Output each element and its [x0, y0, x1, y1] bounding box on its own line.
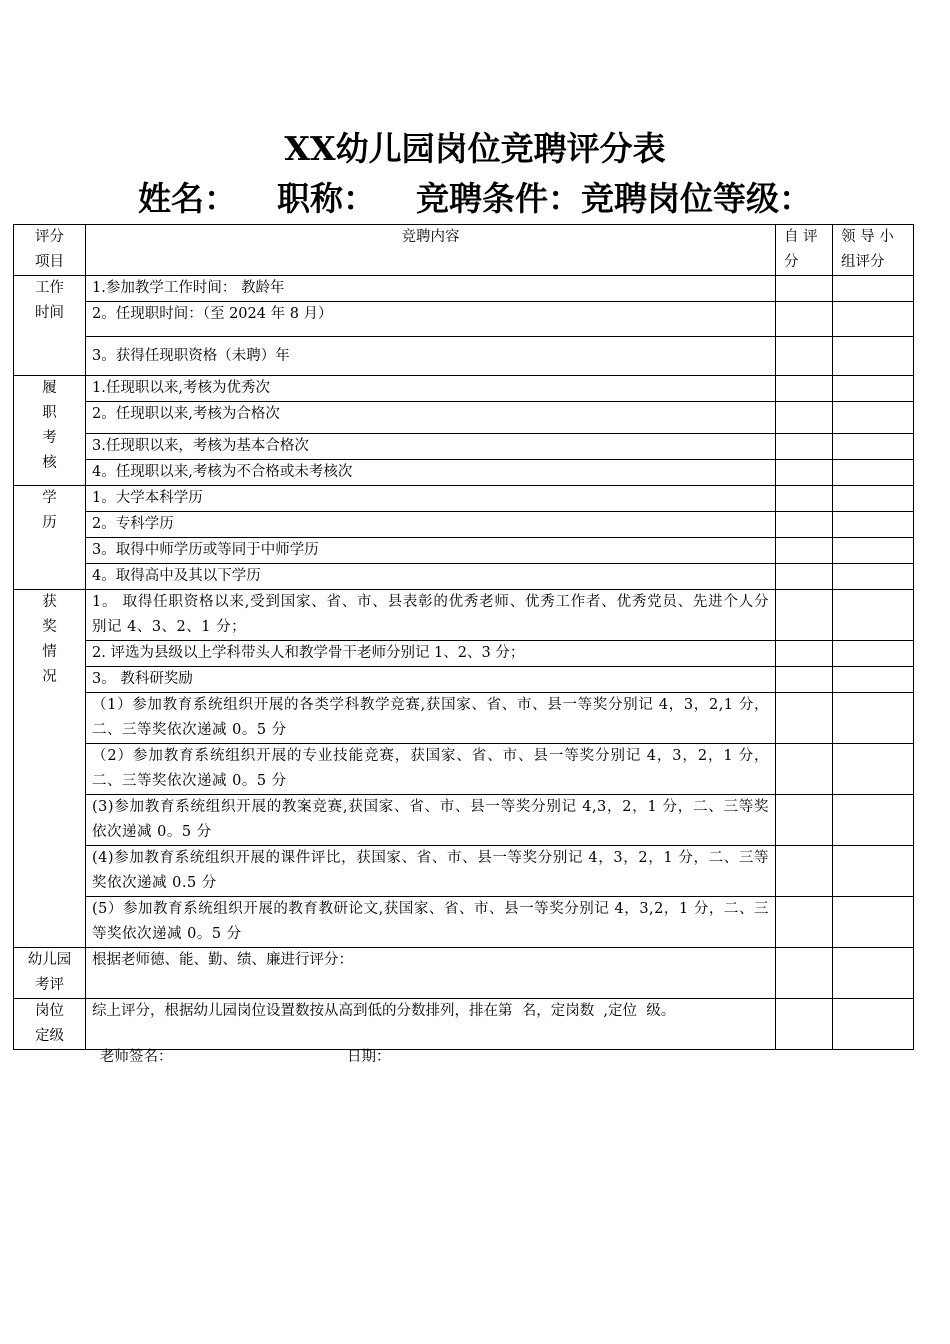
header-leader-score: 领 导 小 组评分: [833, 225, 914, 276]
table-row: [14, 590, 914, 641]
table-row: [14, 337, 914, 376]
leader-score-cell[interactable]: [833, 538, 914, 564]
table-row: [14, 948, 914, 999]
self-score-cell[interactable]: [776, 795, 833, 846]
self-score-cell[interactable]: [776, 590, 833, 641]
self-score-cell[interactable]: [776, 434, 833, 460]
table-row: [14, 434, 914, 460]
leader-score-cell[interactable]: [833, 897, 914, 948]
date-label: 日期：: [347, 1049, 391, 1065]
table-row: [14, 512, 914, 538]
leader-score-cell[interactable]: [833, 512, 914, 538]
self-score-cell[interactable]: [776, 402, 833, 434]
category-assessment: 履 职 考 核: [14, 376, 86, 486]
header-category: 评分 项目: [14, 225, 86, 276]
self-score-cell[interactable]: [776, 337, 833, 376]
leader-score-cell[interactable]: [833, 460, 914, 486]
table-row: [14, 693, 914, 744]
leader-score-cell[interactable]: [833, 744, 914, 795]
item-edu-4: 4。取得高中及其以下学历: [86, 564, 776, 590]
self-score-cell[interactable]: [776, 486, 833, 512]
self-score-cell[interactable]: [776, 538, 833, 564]
category-awards: 获 奖 情 况: [14, 590, 86, 948]
leader-score-cell[interactable]: [833, 486, 914, 512]
leader-score-cell[interactable]: [833, 337, 914, 376]
category-education: 学 历: [14, 486, 86, 590]
table-row: [14, 897, 914, 948]
table-row: [14, 795, 914, 846]
header-content: 竞聘内容: [86, 225, 776, 276]
item-award-3-1: （1）参加教育系统组织开展的各类学科教学竞赛,获国家、省、市、县一等奖分别记 4，3，2,1 分，二、三等奖依次递减 0。5 分: [86, 693, 776, 744]
table-row: [14, 402, 914, 434]
item-edu-1: 1。大学本科学历: [86, 486, 776, 512]
table-row: [14, 641, 914, 667]
leader-score-cell[interactable]: [833, 376, 914, 402]
self-score-cell[interactable]: [776, 512, 833, 538]
self-score-cell[interactable]: [776, 302, 833, 337]
table-row: [14, 846, 914, 897]
page-subtitle: [0, 177, 950, 221]
header-row: [14, 225, 914, 276]
self-score-cell[interactable]: [776, 460, 833, 486]
category-work-time: 工作 时间: [14, 276, 86, 376]
table-row: [14, 376, 914, 402]
leader-score-cell[interactable]: [833, 667, 914, 693]
item-kindergarten-eval: 根据老师德、能、勤、绩、廉进行评分：: [86, 948, 776, 999]
item-assess-4: 4。任现职以来,考核为不合格或未考核次: [86, 460, 776, 486]
item-work-1: 1.参加教学工作时间： 教龄年: [86, 276, 776, 302]
category-post-grading: 岗位 定级: [14, 999, 86, 1050]
self-score-cell[interactable]: [776, 999, 833, 1050]
item-assess-3: 3.任现职以来，考核为基本合格次: [86, 434, 776, 460]
self-score-cell[interactable]: [776, 667, 833, 693]
leader-score-cell[interactable]: [833, 693, 914, 744]
table-row: [14, 744, 914, 795]
leader-score-cell[interactable]: [833, 302, 914, 337]
item-work-3: 3。获得任现职资格（未聘）年: [86, 337, 776, 376]
self-score-cell[interactable]: [776, 744, 833, 795]
table-row: [14, 999, 914, 1050]
table-row: [14, 302, 914, 337]
table-row: [14, 667, 914, 693]
table-row: [14, 460, 914, 486]
item-award-3-4: (4)参加教育系统组织开展的课件评比，获国家、省、市、县一等奖分别记 4，3，2，1 分，二、三等奖依次递减 0.5 分: [86, 846, 776, 897]
scoring-table: [13, 224, 914, 1050]
page-title: XX幼儿园岗位竞聘评分表: [284, 129, 666, 168]
self-score-cell[interactable]: [776, 897, 833, 948]
table-row: [14, 538, 914, 564]
table-row: [14, 276, 914, 302]
leader-score-cell[interactable]: [833, 564, 914, 590]
self-score-cell[interactable]: [776, 641, 833, 667]
item-post-grading: 综上评分，根据幼儿园岗位设置数按从高到低的分数排列，排在第 名，定岗数 ,定位 级。: [86, 999, 776, 1050]
item-award-1: 1。 取得任职资格以来,受到国家、省、市、县表彰的优秀老师、优秀工作者、优秀党员、先进个人分别记 4、3、2、1 分；: [86, 590, 776, 641]
leader-score-cell[interactable]: [833, 276, 914, 302]
item-award-3: 3。 教科研奖励: [86, 667, 776, 693]
leader-score-cell[interactable]: [833, 948, 914, 999]
self-score-cell[interactable]: [776, 276, 833, 302]
self-score-cell[interactable]: [776, 948, 833, 999]
self-score-cell[interactable]: [776, 846, 833, 897]
teacher-signature-label: 老师签名：: [100, 1049, 173, 1065]
table-row: [14, 486, 914, 512]
leader-score-cell[interactable]: [833, 999, 914, 1050]
subtitle-rank: 职称：: [277, 179, 376, 218]
self-score-cell[interactable]: [776, 693, 833, 744]
leader-score-cell[interactable]: [833, 846, 914, 897]
leader-score-cell[interactable]: [833, 434, 914, 460]
leader-score-cell[interactable]: [833, 590, 914, 641]
header-self-score: 自 评 分: [776, 225, 833, 276]
table-row: [14, 564, 914, 590]
item-award-3-3: (3)参加教育系统组织开展的教案竞赛,获国家、省、市、县一等奖分别记 4,3，2，1 分，二、三等奖依次递减 0。5 分: [86, 795, 776, 846]
self-score-cell[interactable]: [776, 376, 833, 402]
item-award-3-2: （2）参加教育系统组织开展的专业技能竞赛，获国家、省、市、县一等奖分别记 4，3，2，1 分，二、三等奖依次递减 0。5 分: [86, 744, 776, 795]
item-edu-2: 2。专科学历: [86, 512, 776, 538]
leader-score-cell[interactable]: [833, 641, 914, 667]
self-score-cell[interactable]: [776, 564, 833, 590]
subtitle-conditions: 竞聘条件：竞聘岗位等级：: [416, 179, 812, 218]
item-work-2: 2。任现职时间：（至 2024 年 8 月）: [86, 302, 776, 337]
item-edu-3: 3。取得中师学历或等同于中师学历: [86, 538, 776, 564]
item-assess-2: 2。任现职以来,考核为合格次: [86, 402, 776, 434]
leader-score-cell[interactable]: [833, 402, 914, 434]
item-award-2: 2. 评选为县级以上学科带头人和教学骨干老师分别记 1、2、3 分；: [86, 641, 776, 667]
leader-score-cell[interactable]: [833, 795, 914, 846]
subtitle-name: 姓名：: [138, 179, 237, 218]
item-award-3-5: (5）参加教育系统组织开展的教育教研论文,获国家、省、市、县一等奖分别记 4，3,2，1 分，二、三等奖依次递减 0。5 分: [86, 897, 776, 948]
category-kindergarten-eval: 幼儿园 考评: [14, 948, 86, 999]
item-assess-1: 1.任现职以来,考核为优秀次: [86, 376, 776, 402]
